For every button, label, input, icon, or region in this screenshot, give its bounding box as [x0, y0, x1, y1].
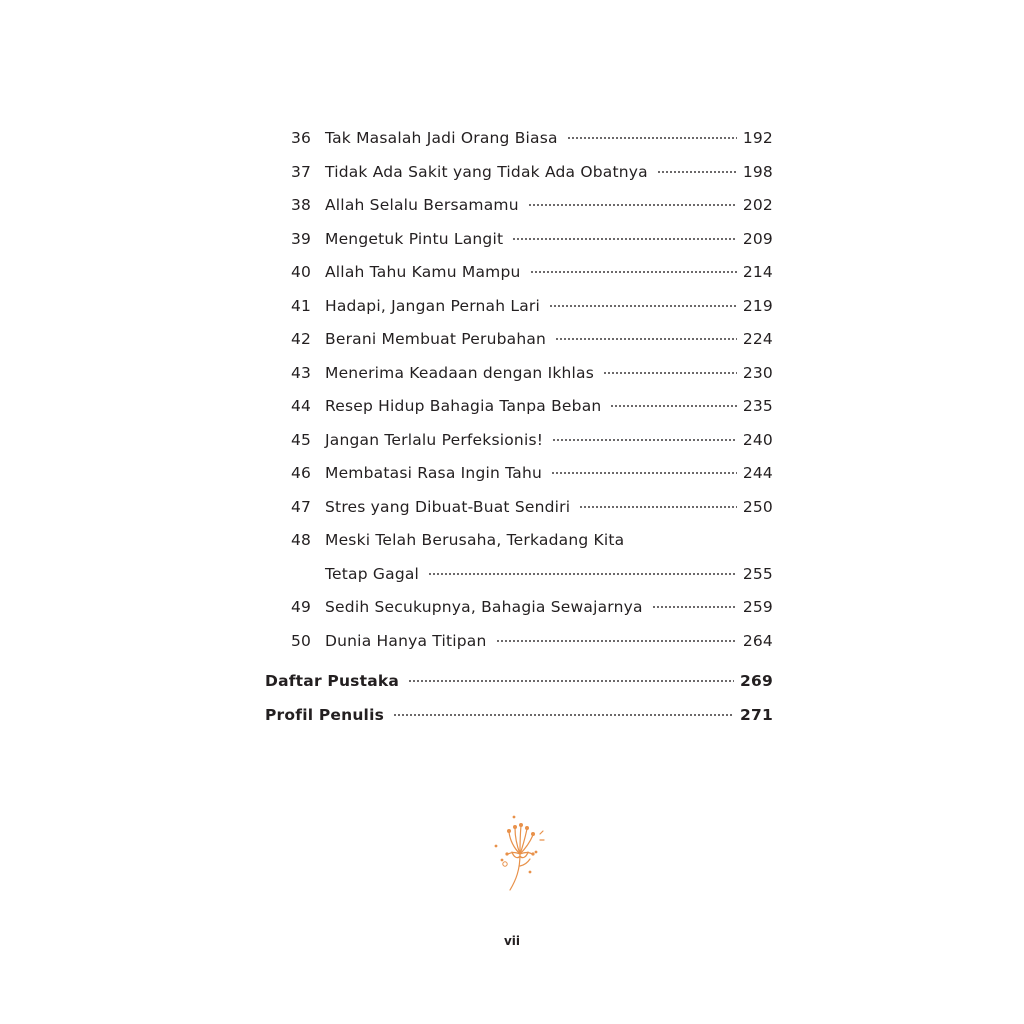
chapter-title: Stres yang Dibuat-Buat Sendiri [325, 497, 571, 516]
dandelion-flower-icon [490, 812, 550, 894]
chapter-number: 39 [291, 229, 312, 248]
toc-entry-continuation[interactable] [265, 560, 773, 594]
toc-entry[interactable] [265, 392, 773, 426]
toc-entry[interactable] [265, 627, 773, 661]
toc-entry[interactable] [265, 225, 773, 259]
dot-leader [428, 570, 737, 576]
page-number: 219 [742, 296, 773, 315]
chapter-title: Berani Membuat Perubahan [325, 330, 547, 348]
section-title: Daftar Pustaka [265, 672, 400, 690]
chapter-number: 43 [291, 363, 312, 382]
chapter-title: Resep Hidup Bahagia Tanpa Beban [325, 397, 602, 415]
dot-leader [610, 402, 736, 408]
chapter-title-continued: Tetap Gagal [325, 564, 420, 583]
chapter-title: Meski Telah Berusaha, Terkadang Kita [325, 531, 625, 549]
toc-entry[interactable] [265, 258, 773, 292]
dot-leader [549, 302, 737, 308]
chapter-title: Membatasi Rasa Ingin Tahu [325, 464, 542, 482]
page-number: 240 [742, 430, 773, 449]
page-number: 224 [742, 330, 773, 348]
page-number: 214 [742, 263, 773, 281]
table-of-contents [265, 124, 773, 734]
chapter-number: 49 [291, 598, 312, 616]
section-title: Profil Penulis [265, 705, 385, 724]
page-number: 244 [742, 464, 773, 482]
chapter-number: 38 [291, 196, 312, 214]
toc-entry-back-matter[interactable] [265, 667, 773, 701]
chapter-title: Dunia Hanya Titipan [325, 631, 487, 650]
chapter-number: 42 [291, 330, 312, 348]
dot-leader [552, 436, 737, 442]
toc-entry[interactable] [265, 191, 773, 225]
chapter-number: 45 [291, 430, 312, 449]
toc-entry[interactable] [265, 158, 773, 192]
chapter-number: 37 [291, 162, 312, 181]
toc-entry[interactable] [265, 426, 773, 460]
toc-entry-back-matter[interactable] [265, 701, 773, 735]
chapter-title: Tidak Ada Sakit yang Tidak Ada Obatnya [325, 162, 648, 181]
page-number: 209 [742, 229, 773, 248]
chapter-number: 46 [291, 464, 312, 482]
chapter-number: 50 [291, 631, 312, 650]
toc-entry[interactable] [265, 493, 773, 527]
dot-leader [393, 711, 734, 717]
dot-leader [408, 677, 734, 683]
page-number: 271 [740, 705, 773, 724]
page-number: 235 [742, 397, 773, 415]
chapter-number: 40 [291, 263, 312, 281]
page-number: 264 [742, 631, 773, 650]
dot-leader [530, 268, 737, 274]
toc-entry[interactable] [265, 526, 773, 560]
page-number: 250 [742, 497, 773, 516]
chapter-title: Hadapi, Jangan Pernah Lari [325, 296, 540, 315]
chapter-number: 44 [291, 397, 312, 415]
chapter-title: Mengetuk Pintu Langit [325, 229, 504, 248]
chapter-title: Jangan Terlalu Perfeksionis! [325, 430, 544, 449]
dot-leader [551, 469, 737, 475]
chapter-number: 48 [291, 531, 312, 549]
dot-leader [555, 335, 737, 341]
chapter-title: Tak Masalah Jadi Orang Biasa [325, 129, 558, 147]
dot-leader [579, 503, 737, 509]
chapter-title: Sedih Secukupnya, Bahagia Sewajarnya [325, 598, 643, 616]
dot-leader [567, 134, 737, 140]
dot-leader [496, 637, 737, 643]
page-number: 255 [742, 564, 773, 583]
chapter-title: Menerima Keadaan dengan Ikhlas [325, 363, 595, 382]
chapter-number: 47 [291, 497, 312, 516]
toc-entry[interactable] [265, 593, 773, 627]
dot-leader [528, 201, 737, 207]
dot-leader [512, 235, 737, 241]
toc-entry[interactable] [265, 292, 773, 326]
dot-leader [603, 369, 737, 375]
page-number: 230 [742, 363, 773, 382]
page-number: 198 [742, 162, 773, 181]
page-number: 202 [742, 196, 773, 214]
page-number: 269 [740, 672, 773, 690]
chapter-title: Allah Tahu Kamu Mampu [325, 263, 521, 281]
toc-entry[interactable] [265, 325, 773, 359]
toc-entry[interactable] [265, 459, 773, 493]
chapter-number: 41 [291, 296, 312, 315]
toc-entry[interactable] [265, 124, 773, 158]
chapter-number: 36 [291, 129, 312, 147]
page-number-folio: vii [503, 934, 521, 948]
page-number: 259 [742, 598, 773, 616]
dot-leader [652, 603, 737, 609]
page-number: 192 [742, 129, 773, 147]
toc-entry[interactable] [265, 359, 773, 393]
chapter-title: Allah Selalu Bersamamu [325, 196, 519, 214]
dot-leader [657, 168, 737, 174]
